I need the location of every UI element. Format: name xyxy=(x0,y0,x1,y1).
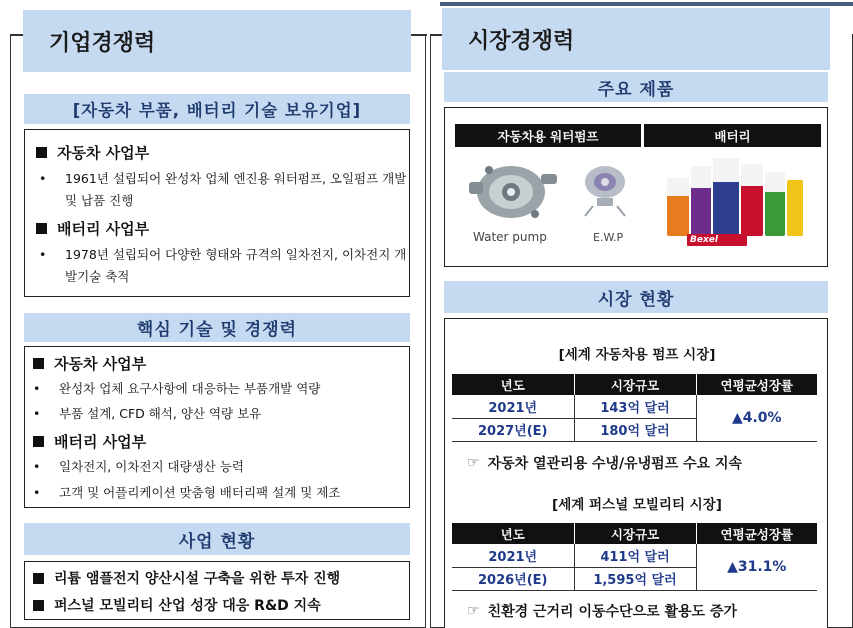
battery-division-bullet: • 1978년 설립되어 다양한 형태와 규격의 일차전지, 이차전지 개발기술 축적 xyxy=(39,247,407,284)
water-pump-image xyxy=(463,152,563,228)
pump-row1-size: 143억 달러 xyxy=(574,395,696,418)
market-status-bar: 시장 현황 xyxy=(444,281,828,313)
core-tech-bar: 핵심 기술 및 경쟁력 xyxy=(24,313,410,342)
battery-division-heading: 배터리 사업부 xyxy=(36,218,149,239)
tech-auto-bullet-1: • 완성차 업체 요구사항에 대응하는 부품개발 역량 xyxy=(33,381,321,396)
main-products-bar: 주요 제품 xyxy=(444,72,828,102)
water-pump-caption: Water pump xyxy=(473,230,547,244)
pump-row2-year: 2027년(E) xyxy=(452,418,574,441)
pump-header-year: 년도 xyxy=(452,374,574,395)
business-status-bar: 사업 현황 xyxy=(24,523,410,555)
mobility-row2-size: 1,595억 달러 xyxy=(574,567,696,590)
tech-battery-bullet-2: • 고객 및 어플리케이션 맞춤형 배터리팩 설계 및 제조 xyxy=(33,485,341,500)
auto-division-bullet: • 1961년 설립되어 완성차 업체 엔진용 워터펌프, 오일펌프 개발 및 납품 진행 xyxy=(39,171,407,208)
water-pump-label: 자동차용 워터펌프 xyxy=(455,124,641,147)
mobility-market-note: ☞ 친환경 근거리 이동수단으로 활용도 증가 xyxy=(467,603,737,620)
top-accent-line xyxy=(440,2,853,6)
company-bar: [자동차 부품, 배터리 기술 보유기업] xyxy=(24,94,410,124)
pump-market-caption: [세계 자동차용 펌프 시장] xyxy=(558,347,716,363)
core-tech-box xyxy=(24,346,410,508)
mobility-row1-size: 411억 달러 xyxy=(574,544,696,567)
pump-row1-year: 2021년 xyxy=(452,395,574,418)
market-status-box xyxy=(444,318,828,628)
company-info-box xyxy=(24,129,410,297)
battery-brand-label: Bexel xyxy=(690,235,718,245)
business-item-1: 리튬 앰플전지 양산시설 구축을 위한 투자 진행 xyxy=(33,568,340,588)
products-box xyxy=(444,107,828,267)
tech-auto-bullet-2: • 부품 설계, CFD 해석, 양산 역량 보유 xyxy=(33,406,262,421)
auto-division-heading: 자동차 사업부 xyxy=(36,142,149,163)
mobility-cagr: ▲31.1% xyxy=(696,544,817,590)
business-item-2: 퍼스널 모빌리티 산업 성장 대응 R&D 지속 xyxy=(33,595,321,615)
mobility-header-cagr: 연평균성장률 xyxy=(696,523,817,544)
pump-row2-size: 180억 달러 xyxy=(574,418,696,441)
business-status-box xyxy=(24,561,410,620)
pump-header-cagr: 연평균성장률 xyxy=(696,374,817,395)
ewp-image xyxy=(577,154,633,218)
tech-auto-heading: 자동차 사업부 xyxy=(33,353,146,374)
mobility-header-year: 년도 xyxy=(452,523,574,544)
ewp-caption: E.W.P xyxy=(593,231,624,244)
mobility-market-caption: [세계 퍼스널 모빌리티 시장] xyxy=(552,497,722,513)
mobility-row2-year: 2026년(E) xyxy=(452,567,574,590)
pump-header-size: 시장규모 xyxy=(574,374,696,395)
pointing-hand-icon: ☞ xyxy=(467,455,480,471)
mobility-header-size: 시장규모 xyxy=(574,523,696,544)
pump-cagr: ▲4.0% xyxy=(696,395,817,441)
tech-battery-heading: 배터리 사업부 xyxy=(33,431,146,452)
mobility-row1-year: 2021년 xyxy=(452,544,574,567)
pointing-hand-icon: ☞ xyxy=(467,603,480,619)
market-competitiveness-title: 시장경쟁력 xyxy=(442,8,830,70)
battery-product-image xyxy=(659,152,809,248)
company-competitiveness-title: 기업경쟁력 xyxy=(23,10,411,72)
battery-label: 배터리 xyxy=(644,124,821,147)
pump-market-note: ☞ 자동차 열관리용 수냉/유냉펌프 수요 지속 xyxy=(467,455,743,472)
tech-battery-bullet-1: • 일차전지, 이차전지 대량생산 능력 xyxy=(33,459,244,474)
mobility-market-table xyxy=(452,523,817,591)
pump-market-table xyxy=(452,374,817,442)
